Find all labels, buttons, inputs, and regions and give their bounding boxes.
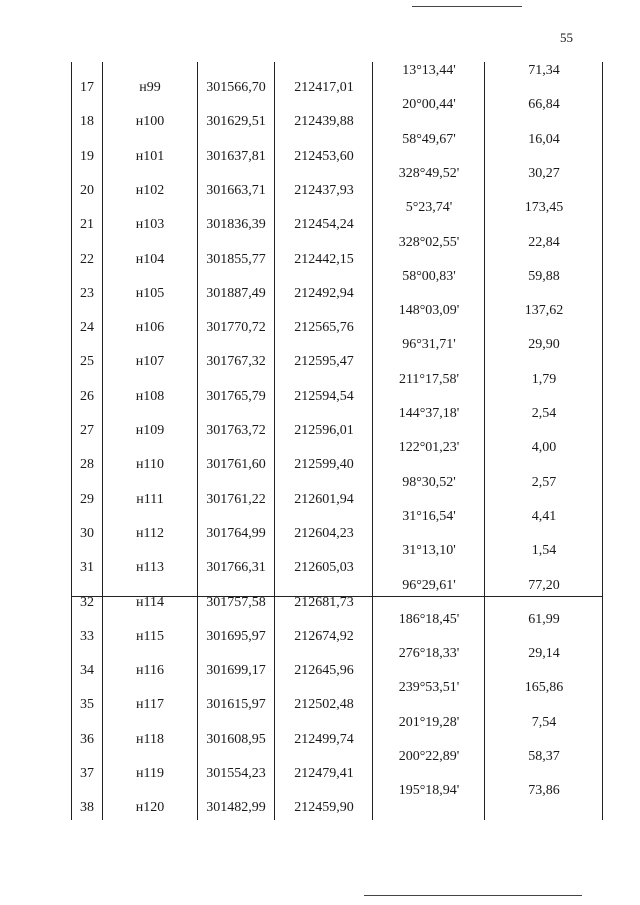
segment-length: 22,84	[528, 234, 560, 250]
row-number: 23	[80, 285, 94, 301]
bearing-angle: 276°18,33'	[398, 646, 460, 662]
point-name: н99	[139, 80, 161, 95]
point-name: н103	[135, 217, 165, 233]
point-name: н102	[135, 182, 165, 198]
row-number: 33	[80, 628, 94, 644]
y-coordinate: 212681,73	[294, 594, 354, 610]
bearing-angle: 96°29,61'	[402, 577, 456, 593]
bearing-angle: 58°00,83'	[402, 268, 456, 284]
point-name: н112	[136, 525, 164, 541]
bearing-angle: 200°22,89'	[398, 749, 460, 764]
row-number: 31	[80, 560, 94, 576]
page-number: 55	[560, 30, 573, 45]
row-number: 24	[80, 320, 94, 336]
segment-length: 1,54	[531, 543, 557, 559]
y-coordinate: 212454,24	[294, 217, 354, 233]
x-coordinate: 301615,97	[206, 697, 266, 713]
y-coordinate: 212502,48	[294, 697, 354, 713]
point-name: н106	[135, 320, 165, 336]
row-number: 19	[80, 148, 94, 164]
x-coordinate: 301761,60	[206, 457, 266, 473]
bearing-angle: 5°23,74'	[405, 200, 453, 216]
segment-length: 61,99	[528, 611, 560, 627]
segment-length: 29,14	[528, 646, 560, 662]
bearing-angle: 328°02,55'	[398, 234, 460, 250]
segment-length: 59,88	[528, 268, 560, 284]
row-number: 37	[80, 766, 94, 781]
bearing-angle: 195°18,94'	[398, 783, 460, 799]
segment-length: 58,37	[528, 749, 560, 764]
row-number: 34	[80, 663, 94, 679]
y-coordinate: 212595,47	[294, 354, 354, 370]
bottom-rule	[364, 895, 582, 896]
segment-length: 4,00	[531, 440, 557, 456]
point-name: н109	[135, 423, 165, 438]
row-number: 22	[80, 251, 94, 267]
row-number: 20	[80, 182, 94, 198]
point-name: н108	[135, 388, 165, 404]
x-coordinate: 301765,79	[206, 388, 266, 404]
bearing-angle: 20°00,44'	[402, 97, 456, 113]
x-coordinate: 301761,22	[206, 491, 266, 507]
bearing-angle: 58°49,67'	[402, 131, 456, 147]
bearing-angle: 122°01,23'	[398, 440, 460, 456]
segment-length: 73,86	[528, 783, 560, 799]
y-coordinate: 212439,88	[294, 114, 354, 130]
segment-length: 4,41	[531, 508, 557, 524]
y-coordinate: 212499,74	[294, 731, 354, 747]
point-name: н107	[135, 354, 165, 370]
bearing-angle: 96°31,71'	[402, 337, 456, 353]
point-name: н101	[135, 148, 165, 164]
y-coordinate: 212479,41	[294, 766, 354, 781]
bearing-angle: 239°53,51'	[398, 680, 460, 696]
bearing-angle: 201°19,28'	[398, 714, 460, 730]
x-coordinate: 301887,49	[206, 285, 266, 301]
row-number: 27	[80, 423, 94, 438]
segment-length: 29,90	[528, 337, 560, 353]
bearing-angle: 144°37,18'	[398, 406, 460, 421]
y-coordinate: 212599,40	[294, 457, 354, 473]
y-coordinate: 212674,92	[294, 628, 354, 644]
bearing-angle: 186°18,45'	[398, 611, 460, 627]
bearing-angle: 31°16,54'	[402, 508, 456, 524]
y-coordinate: 212459,90	[294, 800, 354, 816]
column-divider	[484, 62, 485, 820]
x-coordinate: 301764,99	[206, 525, 266, 541]
x-coordinate: 301855,77	[206, 251, 266, 267]
segment-length: 2,57	[531, 474, 557, 490]
bearing-angle: 98°30,52'	[402, 474, 456, 490]
y-coordinate: 212417,01	[294, 80, 354, 95]
bearing-angle: 148°03,09'	[398, 303, 460, 319]
row-number: 25	[80, 354, 94, 370]
point-name: н114	[136, 594, 164, 610]
x-coordinate: 301695,97	[206, 628, 266, 644]
point-name: н117	[136, 697, 164, 713]
segment-length: 173,45	[524, 200, 564, 216]
y-coordinate: 212565,76	[294, 320, 354, 336]
x-coordinate: 301629,51	[206, 114, 266, 130]
segment-length: 77,20	[528, 577, 560, 593]
row-number: 21	[80, 217, 94, 233]
x-coordinate: 301699,17	[206, 663, 266, 679]
point-name: н118	[136, 731, 164, 747]
segment-length: 30,27	[528, 165, 560, 181]
row-number: 17	[80, 80, 94, 95]
x-coordinate: 301608,95	[206, 731, 266, 747]
bearing-angle: 13°13,44'	[402, 63, 456, 78]
bearing-angle: 328°49,52'	[398, 165, 460, 181]
point-name: н111	[136, 491, 164, 507]
y-coordinate: 212596,01	[294, 423, 354, 438]
y-coordinate: 212437,93	[294, 182, 354, 198]
point-name: н100	[135, 114, 165, 130]
y-coordinate: 212645,96	[294, 663, 354, 679]
point-name: н120	[135, 800, 165, 816]
y-coordinate: 212604,23	[294, 525, 354, 541]
x-coordinate: 301482,99	[206, 800, 266, 816]
row-number: 38	[80, 800, 94, 816]
column-divider	[274, 62, 275, 820]
x-coordinate: 301757,58	[206, 594, 266, 610]
row-number: 28	[80, 457, 94, 473]
table-border-right	[602, 62, 603, 820]
x-coordinate: 301770,72	[206, 320, 266, 336]
bearing-angle: 31°13,10'	[402, 543, 456, 559]
row-number: 36	[80, 731, 94, 747]
row-number: 32	[80, 594, 94, 610]
segment-length: 7,54	[531, 714, 557, 730]
bearing-angle: 211°17,58'	[398, 371, 460, 387]
segment-length: 2,54	[531, 406, 557, 421]
x-coordinate: 301766,31	[206, 560, 266, 576]
segment-length: 16,04	[528, 131, 560, 147]
y-coordinate: 212442,15	[294, 251, 354, 267]
row-number: 29	[80, 491, 94, 507]
row-number: 35	[80, 697, 94, 713]
segment-length: 137,62	[524, 303, 564, 319]
point-name: н104	[135, 251, 165, 267]
x-coordinate: 301836,39	[206, 217, 266, 233]
table-border-left	[71, 62, 72, 820]
segment-length: 165,86	[524, 680, 564, 696]
x-coordinate: 301554,23	[206, 766, 266, 781]
x-coordinate: 301663,71	[206, 182, 266, 198]
row-number: 26	[80, 388, 94, 404]
y-coordinate: 212492,94	[294, 285, 354, 301]
point-name: н115	[136, 628, 164, 644]
y-coordinate: 212453,60	[294, 148, 354, 164]
segment-length: 66,84	[528, 97, 560, 113]
x-coordinate: 301767,32	[206, 354, 266, 370]
point-name: н116	[136, 663, 164, 679]
x-coordinate: 301763,72	[206, 423, 266, 438]
segment-length: 1,79	[531, 371, 557, 387]
segment-length: 71,34	[528, 63, 560, 78]
y-coordinate: 212601,94	[294, 491, 354, 507]
point-name: н119	[136, 766, 164, 781]
row-number: 30	[80, 525, 94, 541]
point-name: н113	[136, 560, 164, 576]
y-coordinate: 212605,03	[294, 560, 354, 576]
column-divider	[372, 62, 373, 820]
y-coordinate: 212594,54	[294, 388, 354, 404]
x-coordinate: 301566,70	[206, 80, 266, 95]
point-name: н110	[136, 457, 164, 473]
column-divider	[102, 62, 103, 820]
row-number: 18	[80, 114, 94, 130]
point-name: н105	[135, 285, 165, 301]
x-coordinate: 301637,81	[206, 148, 266, 164]
